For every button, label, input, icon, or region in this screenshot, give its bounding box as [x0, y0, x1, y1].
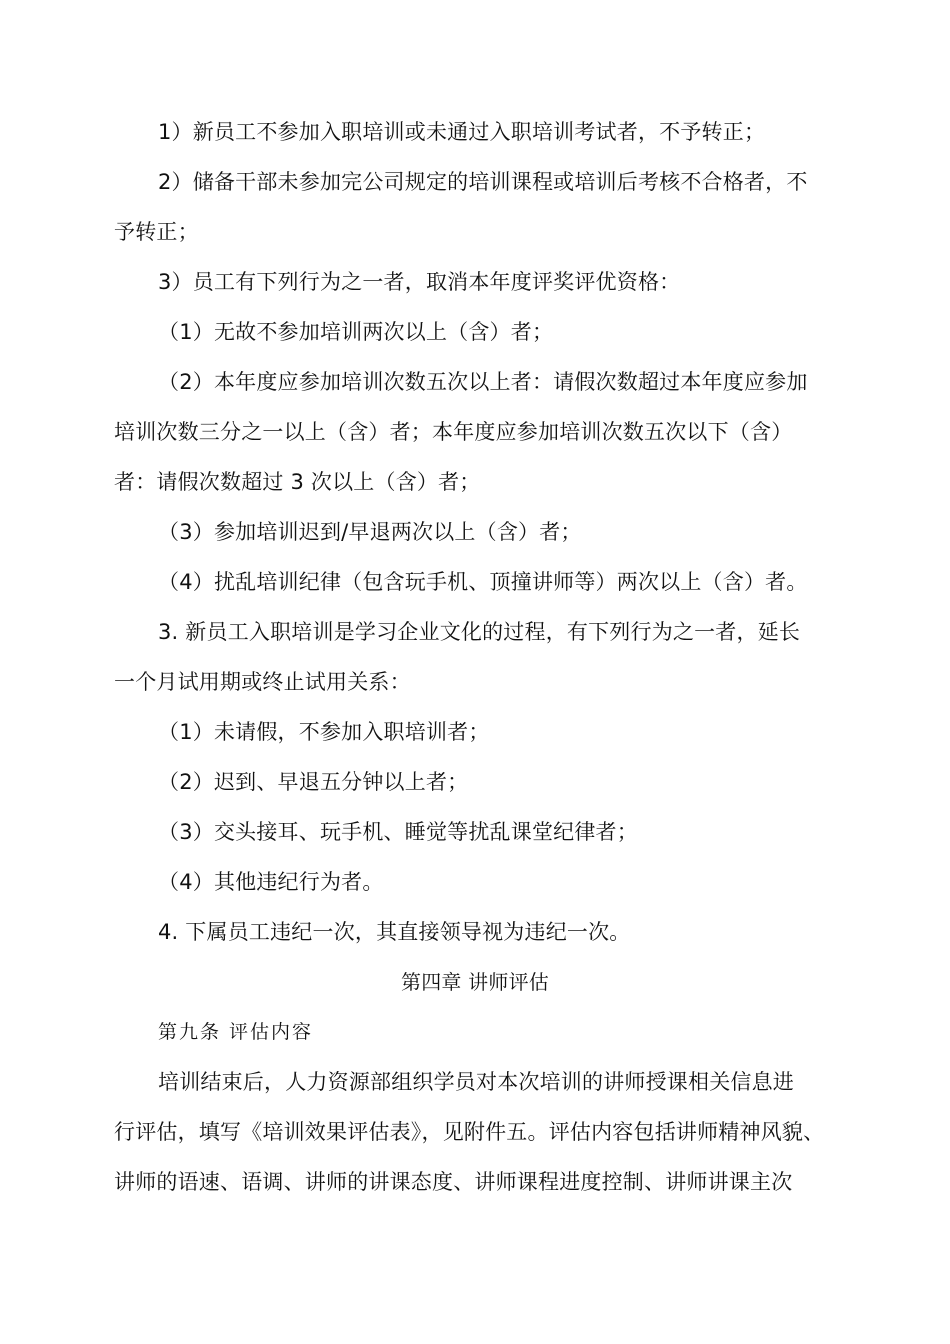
- list-item-3-1: （1）无故不参加培训两次以上（含）者；: [158, 320, 554, 344]
- list-item-s3-2: （2）迟到、早退五分钟以上者；: [158, 770, 469, 794]
- list-item-s3-4: （4）其他违纪行为者。: [158, 870, 384, 894]
- paragraph-evaluation-cont-1: 行评估，填写《培训效果评估表》，见附件五。评估内容包括讲师精神风貌、: [114, 1120, 825, 1144]
- article-heading: 第九条 评估内容: [158, 1021, 314, 1043]
- list-item-s3-3: （3）交头接耳、玩手机、睡觉等扰乱课堂纪律者；: [158, 820, 638, 844]
- list-item-3-2-cont-1: 培训次数三分之一以上（含）者；本年度应参加培训次数五次以下（含）: [114, 420, 793, 444]
- paragraph-rule-2: 2）储备干部未参加完公司规定的培训课程或培训后考核不合格者，不: [158, 170, 808, 194]
- chapter-heading: 第四章 讲师评估: [401, 970, 549, 994]
- paragraph-rule-1: 1）新员工不参加入职培训或未通过入职培训考试者，不予转正；: [158, 120, 766, 144]
- list-item-3-2-cont-2: 者：请假次数超过 3 次以上（含）者；: [114, 470, 481, 494]
- paragraph-section-3-cont: 一个月试用期或终止试用关系：: [114, 670, 411, 694]
- paragraph-section-3: 3. 新员工入职培训是学习企业文化的过程，有下列行为之一者，延长: [158, 620, 801, 644]
- list-item-3-3: （3）参加培训迟到/早退两次以上（含）者；: [158, 520, 582, 544]
- list-item-s3-1: （1）未请假，不参加入职培训者；: [158, 720, 490, 744]
- paragraph-rule-2-cont: 予转正；: [114, 220, 199, 244]
- paragraph-section-4: 4. 下属员工违纪一次，其直接领导视为违纪一次。: [158, 920, 631, 944]
- list-item-3-4: （4）扰乱培训纪律（包含玩手机、顶撞讲师等）两次以上（含）者。: [158, 570, 808, 594]
- paragraph-rule-3: 3）员工有下列行为之一者，取消本年度评奖评优资格：: [158, 270, 681, 294]
- paragraph-evaluation-cont-2: 讲师的语速、语调、讲师的讲课态度、讲师课程进度控制、讲师讲课主次: [114, 1170, 793, 1194]
- paragraph-evaluation: 培训结束后，人力资源部组织学员对本次培训的讲师授课相关信息进: [158, 1070, 794, 1094]
- list-item-3-2: （2）本年度应参加培训次数五次以上者：请假次数超过本年度应参加: [158, 370, 808, 394]
